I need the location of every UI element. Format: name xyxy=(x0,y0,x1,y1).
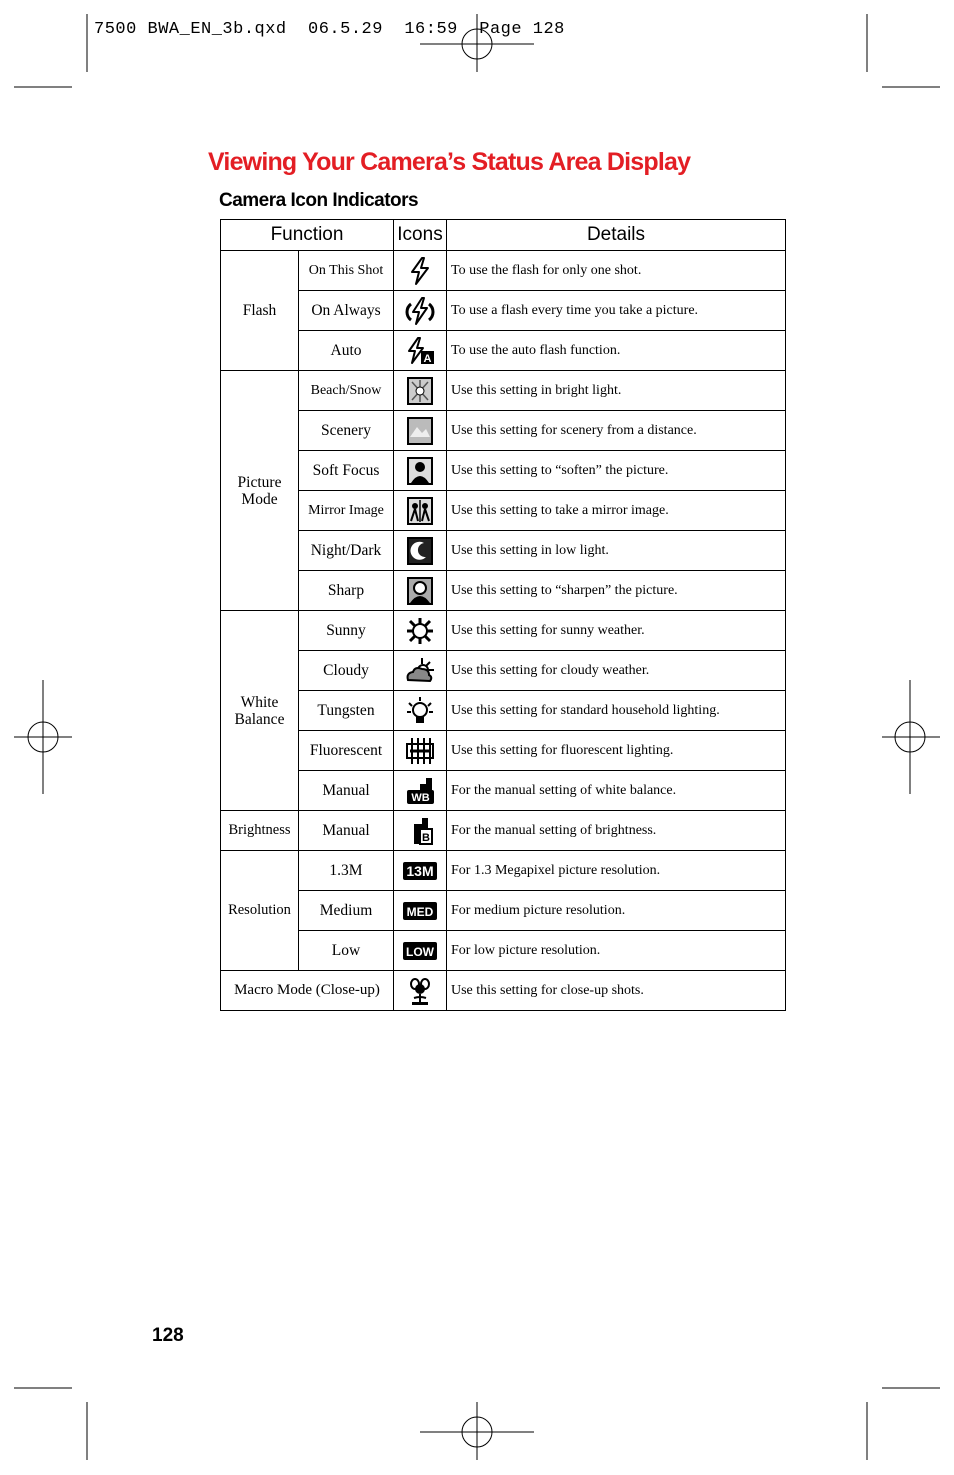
function-cell: Soft Focus xyxy=(299,451,394,491)
scenery-icon xyxy=(407,417,433,445)
function-cell: Manual xyxy=(299,771,394,811)
res-med-label: MED xyxy=(406,904,434,919)
icon-cell xyxy=(394,251,447,291)
function-cell: Manual xyxy=(299,811,394,851)
camera-icon-table xyxy=(220,219,786,1011)
res-low-icon xyxy=(402,941,438,961)
header-icons: Icons xyxy=(394,220,447,251)
function-cell: Night/Dark xyxy=(299,531,394,571)
soft-focus-icon xyxy=(407,457,433,485)
details-cell: Use this setting to “soften” the picture. xyxy=(447,451,786,491)
icon-cell xyxy=(394,611,447,651)
manual-wb-icon xyxy=(404,776,436,806)
sun-icon xyxy=(405,616,435,646)
section-subtitle: Camera Icon Indicators xyxy=(219,190,419,211)
cloud-icon xyxy=(404,656,436,686)
flash-auto-icon xyxy=(404,336,436,366)
res-med-icon xyxy=(402,901,438,921)
sharp-icon xyxy=(407,577,433,605)
res-13m-label: 13M xyxy=(406,862,434,879)
icon-cell xyxy=(394,571,447,611)
function-cell: Beach/Snow xyxy=(299,371,394,411)
function-cell: 1.3M xyxy=(299,851,394,891)
icon-cell xyxy=(394,451,447,491)
table-row xyxy=(221,571,786,611)
header-details: Details xyxy=(447,220,786,251)
icon-cell xyxy=(394,531,447,571)
table-row xyxy=(221,651,786,691)
details-cell: To use the auto flash function. xyxy=(447,331,786,371)
table-row xyxy=(221,451,786,491)
icon-cell xyxy=(394,331,447,371)
table-row xyxy=(221,691,786,731)
table-row xyxy=(221,331,786,371)
table-header-row xyxy=(221,220,786,251)
mirror-image-icon xyxy=(407,497,433,525)
details-cell: Use this setting in bright light. xyxy=(447,371,786,411)
details-cell: Use this setting to take a mirror image. xyxy=(447,491,786,531)
table-row xyxy=(221,931,786,971)
icon-cell xyxy=(394,851,447,891)
table-row xyxy=(221,971,786,1011)
table-row xyxy=(221,891,786,931)
table-row xyxy=(221,251,786,291)
header-function: Function xyxy=(221,220,394,251)
table-row xyxy=(221,491,786,531)
file-slug: 7500 BWA_EN_3b.qxd 06.5.29 16:59 Page 128 xyxy=(94,20,565,39)
details-cell: Use this setting for fluorescent lighting. xyxy=(447,731,786,771)
table-row xyxy=(221,771,786,811)
group-label: Resolution xyxy=(221,851,299,971)
details-cell: For the manual setting of brightness. xyxy=(447,811,786,851)
table-row xyxy=(221,531,786,571)
table-row xyxy=(221,731,786,771)
details-cell: Use this setting in low light. xyxy=(447,531,786,571)
group-label: White Balance xyxy=(221,611,299,811)
brightness-icon xyxy=(406,816,434,846)
table-row xyxy=(221,811,786,851)
function-cell: Auto xyxy=(299,331,394,371)
function-cell: Tungsten xyxy=(299,691,394,731)
function-cell: Fluorescent xyxy=(299,731,394,771)
icon-cell xyxy=(394,731,447,771)
bulb-icon xyxy=(405,696,435,726)
table-row xyxy=(221,411,786,451)
icon-cell xyxy=(394,291,447,331)
details-cell: Use this setting for sunny weather. xyxy=(447,611,786,651)
group-label: Flash xyxy=(221,251,299,371)
res-13m-icon xyxy=(402,861,438,881)
res-low-label: LOW xyxy=(406,944,434,959)
table-row xyxy=(221,851,786,891)
details-cell: For low picture resolution. xyxy=(447,931,786,971)
flash-always-icon xyxy=(402,296,438,326)
night-icon xyxy=(407,537,433,565)
function-cell: On Always xyxy=(299,291,394,331)
auto-letter: A xyxy=(423,352,432,365)
icon-cell xyxy=(394,891,447,931)
icon-cell xyxy=(394,411,447,451)
icon-cell xyxy=(394,811,447,851)
details-cell: To use the flash for only one shot. xyxy=(447,251,786,291)
function-cell: Scenery xyxy=(299,411,394,451)
page-number: 128 xyxy=(152,1325,184,1346)
icon-cell xyxy=(394,371,447,411)
details-cell: Use this setting for standard household lighting. xyxy=(447,691,786,731)
icon-cell xyxy=(394,691,447,731)
table-row xyxy=(221,611,786,651)
details-cell: Use this setting for close-up shots. xyxy=(447,971,786,1011)
macro-icon xyxy=(406,976,434,1006)
details-cell: For medium picture resolution. xyxy=(447,891,786,931)
icon-cell xyxy=(394,651,447,691)
function-cell: Medium xyxy=(299,891,394,931)
page-title: Viewing Your Camera’s Status Area Display xyxy=(208,148,691,176)
fluorescent-icon xyxy=(404,737,436,765)
function-cell: Low xyxy=(299,931,394,971)
function-cell: Macro Mode (Close-up) xyxy=(221,971,394,1011)
icon-cell xyxy=(394,931,447,971)
table-row xyxy=(221,371,786,411)
b-label: B xyxy=(422,831,430,844)
function-cell: Sunny xyxy=(299,611,394,651)
table-row xyxy=(221,291,786,331)
function-cell: Mirror Image xyxy=(299,491,394,531)
function-cell: Sharp xyxy=(299,571,394,611)
wb-label: WB xyxy=(411,791,430,804)
details-cell: For 1.3 Megapixel picture resolution. xyxy=(447,851,786,891)
icon-cell xyxy=(394,971,447,1011)
details-cell: Use this setting for cloudy weather. xyxy=(447,651,786,691)
details-cell: For the manual setting of white balance. xyxy=(447,771,786,811)
flash-icon xyxy=(405,256,435,286)
group-label: Picture Mode xyxy=(221,371,299,611)
beach-snow-icon xyxy=(407,377,433,405)
details-cell: Use this setting for scenery from a distance. xyxy=(447,411,786,451)
function-cell: Cloudy xyxy=(299,651,394,691)
details-cell: To use a flash every time you take a picture. xyxy=(447,291,786,331)
details-cell: Use this setting to “sharpen” the picture. xyxy=(447,571,786,611)
function-cell: On This Shot xyxy=(299,251,394,291)
icon-cell xyxy=(394,491,447,531)
group-label: Brightness xyxy=(221,811,299,851)
icon-cell xyxy=(394,771,447,811)
